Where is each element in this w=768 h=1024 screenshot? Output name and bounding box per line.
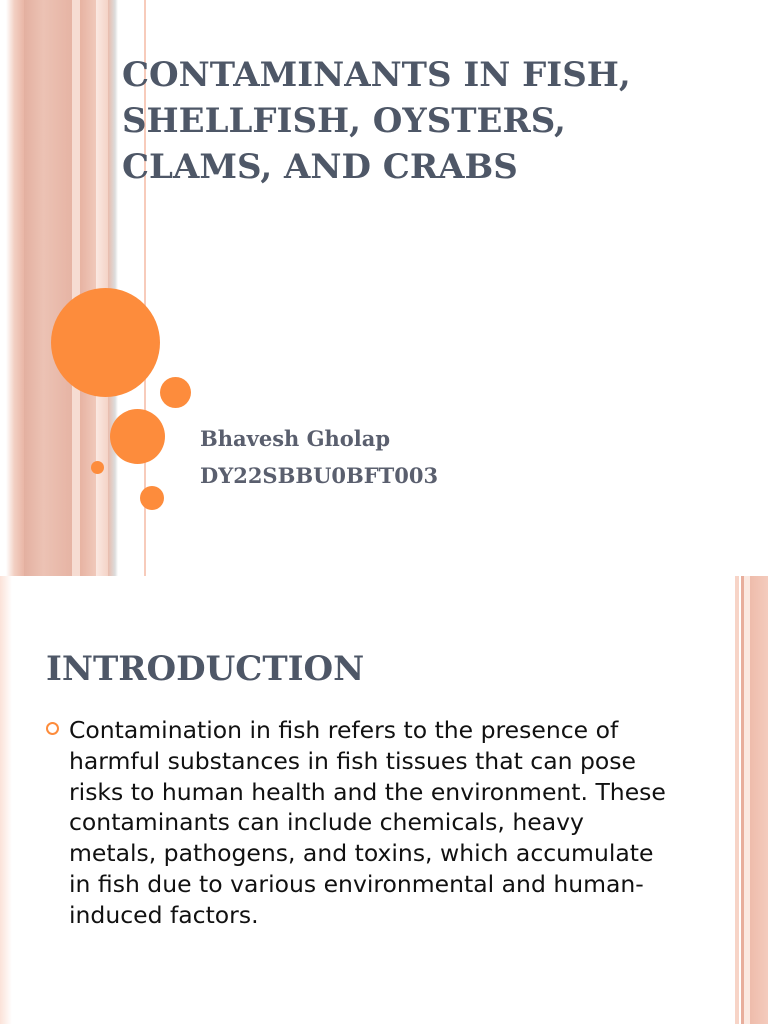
left-stripe-band (0, 0, 24, 576)
right-stripe-light (735, 576, 739, 1024)
left-stripe-wide (24, 0, 72, 576)
right-stripe-wide (750, 576, 768, 1024)
student-id: DY22SBBU0BFT003 (200, 463, 439, 488)
slide-heading: INTRODUCTION (46, 649, 365, 689)
left-stripe-thin (72, 0, 80, 576)
medium-orange-circle (110, 409, 165, 464)
bullet-text: Contamination in fish refers to the presence of harmful substances in fish tissues that can pose risks to human health and the environment. These contaminants can include chemicals, heavy metals, pathogens, and toxins, which accumulate in fish due to various environmental and human-induced factors. (69, 716, 666, 929)
bullet-circle-icon (46, 722, 59, 735)
small-orange-circle-right (160, 377, 191, 408)
author-name: Bhavesh Gholap (200, 426, 391, 451)
introduction-slide (0, 576, 768, 1024)
left-edge-stripe (0, 576, 12, 1024)
title-line: SHELLFISH, OYSTERS, (122, 101, 566, 141)
large-orange-circle (51, 288, 160, 397)
title-line: CONTAMINANTS IN FISH, (122, 55, 631, 95)
title-line: CLAMS, AND CRABS (122, 147, 518, 187)
tiny-orange-circle (91, 461, 104, 474)
slide-title (122, 52, 732, 190)
small-orange-circle-bottom (140, 486, 164, 510)
left-stripe-mid (80, 0, 96, 576)
